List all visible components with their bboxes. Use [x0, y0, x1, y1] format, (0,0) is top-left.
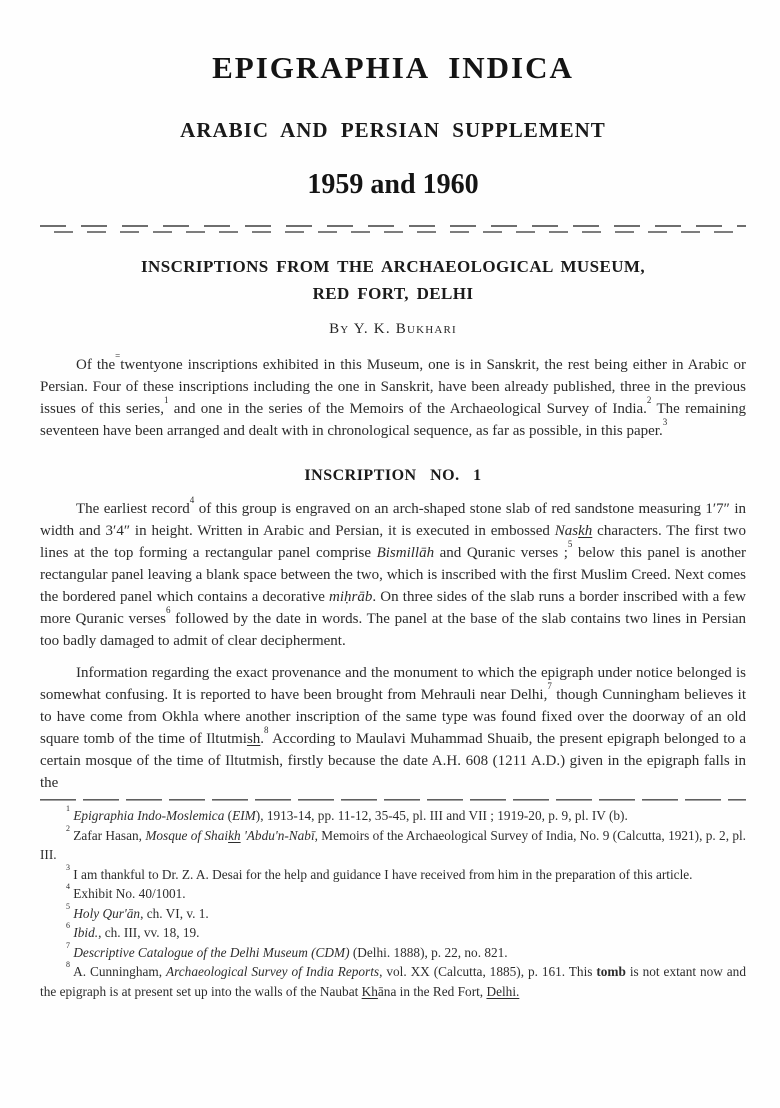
decorative-double-rule: [40, 223, 746, 234]
article: [40, 253, 746, 794]
footnote-2: $^2$ Zafar Hasan, Mosque of Shaikh 'Abdu'n-Nabī, Memoirs of the Archaeological Survey of India, No. 9 (Calcutta, 1921), p. 2, pl. III.: [40, 823, 747, 862]
article-title-line2: RED FORT, DELHI: [312, 284, 474, 303]
volume-years: 1959 and 1960: [307, 169, 479, 200]
supplement-title: ARABIC AND PERSIAN SUPPLEMENT: [180, 118, 606, 142]
footnote-4: $^4$ Exhibit No. 40/1001.: [66, 882, 186, 901]
article-title-line1: INSCRIPTIONS FROM THE ARCHAEOLOGICAL MUSEUM,: [141, 257, 645, 276]
footnote-8: $^8$ A. Cunningham, Archaeological Survey of India Reports, vol. XX (Calcutta, 1885), p. 161. This tomb is not extant now and the epigraph is at present set up into the walls of the Naubat Khāna in the Red Fort, Delhi.: [40, 960, 746, 999]
article-title: [40, 253, 746, 307]
footnote-3: $^3$ I am thankful to Dr. Z. A. Desai for the help and guidance I have received from him in the preparation of this article.: [66, 862, 693, 882]
paragraph-provenance: Information regarding the exact provenance and the monument to which the epigraph under notice belonged is somewhat confusing. It is reported to have been brought from Mehrauli near Delhi,$^7$ though Cunningham believes it to have come from Okhla where another inscription of the same type was found fixed over the doorway of an old square tomb of the time of Iltutmish.$^8$ According to Maulavi Muhammad Shuaib, the present epigraph belonged to a certain mosque of the time of Iltutmish, firstly because the date A.H. 608 (1211 A.D.) given in the epigraph falls in the: [40, 665, 747, 791]
masthead: [40, 50, 746, 202]
footnote-1: $^1$ Epigraphia Indo-Moslemica (EIM), 1913-14, pp. 11-12, 35-45, pl. III and VII ; 1919-20, p. 9, pl. IV (b).: [66, 804, 628, 823]
footnotes-block: [40, 799, 746, 1001]
footnote-7: $^7$ Descriptive Catalogue of the Delhi Museum (CDM) (Delhi. 1888), p. 22, no. 821.: [66, 940, 508, 960]
footnote-5: $^5$ Holy Qur'ān, ch. VI, v. 1.: [66, 901, 209, 921]
section-heading: INSCRIPTION NO. 1: [304, 467, 482, 484]
journal-title: EPIGRAPHIA INDICA: [212, 50, 574, 85]
footnote-6: $^6$ Ibid., ch. III, vv. 18, 19.: [66, 921, 200, 940]
footnote-separator-rule: [40, 799, 746, 801]
paragraph-intro: Of the=twentyone inscriptions exhibited in this Museum, one is in Sanskrit, the rest being either in Arabic or Persian. Four of these inscriptions including the one in Sanskrit, have been already published, three in the previous issues of this series,$^1$ and one in the series of the Memoirs of the Archaeological Survey of India.$^2$ The remaining seventeen have been arranged and dealt with in chronological sequence, as far as possible, in this paper.$^3$: [40, 350, 746, 439]
paragraph-inscription-description: The earliest record$^4$ of this group is engraved on an arch-shaped stone slab of red sandstone measuring 1′7″ in width and 3′4″ in height. Written in Arabic and Persian, it is executed in embossed Naskh characters. The first two lines at the top forming a rectangular panel comprise Bismillāh and Quranic verses ;$^5$ below this panel is another rectangular panel leaving a blank space between the two, which is inscribed with the first Muslim Creed. Next comes the bordered panel which contains a decorative miḥrāb. On three sides of the slab runs a border inscribed with a few more Quranic verses$^6$ followed by the date in words. The panel at the base of the slab contains two lines in Persian too badly damaged to admit of clear decipherment.: [40, 494, 747, 649]
byline: By Y. K. Bukhari: [329, 321, 457, 337]
